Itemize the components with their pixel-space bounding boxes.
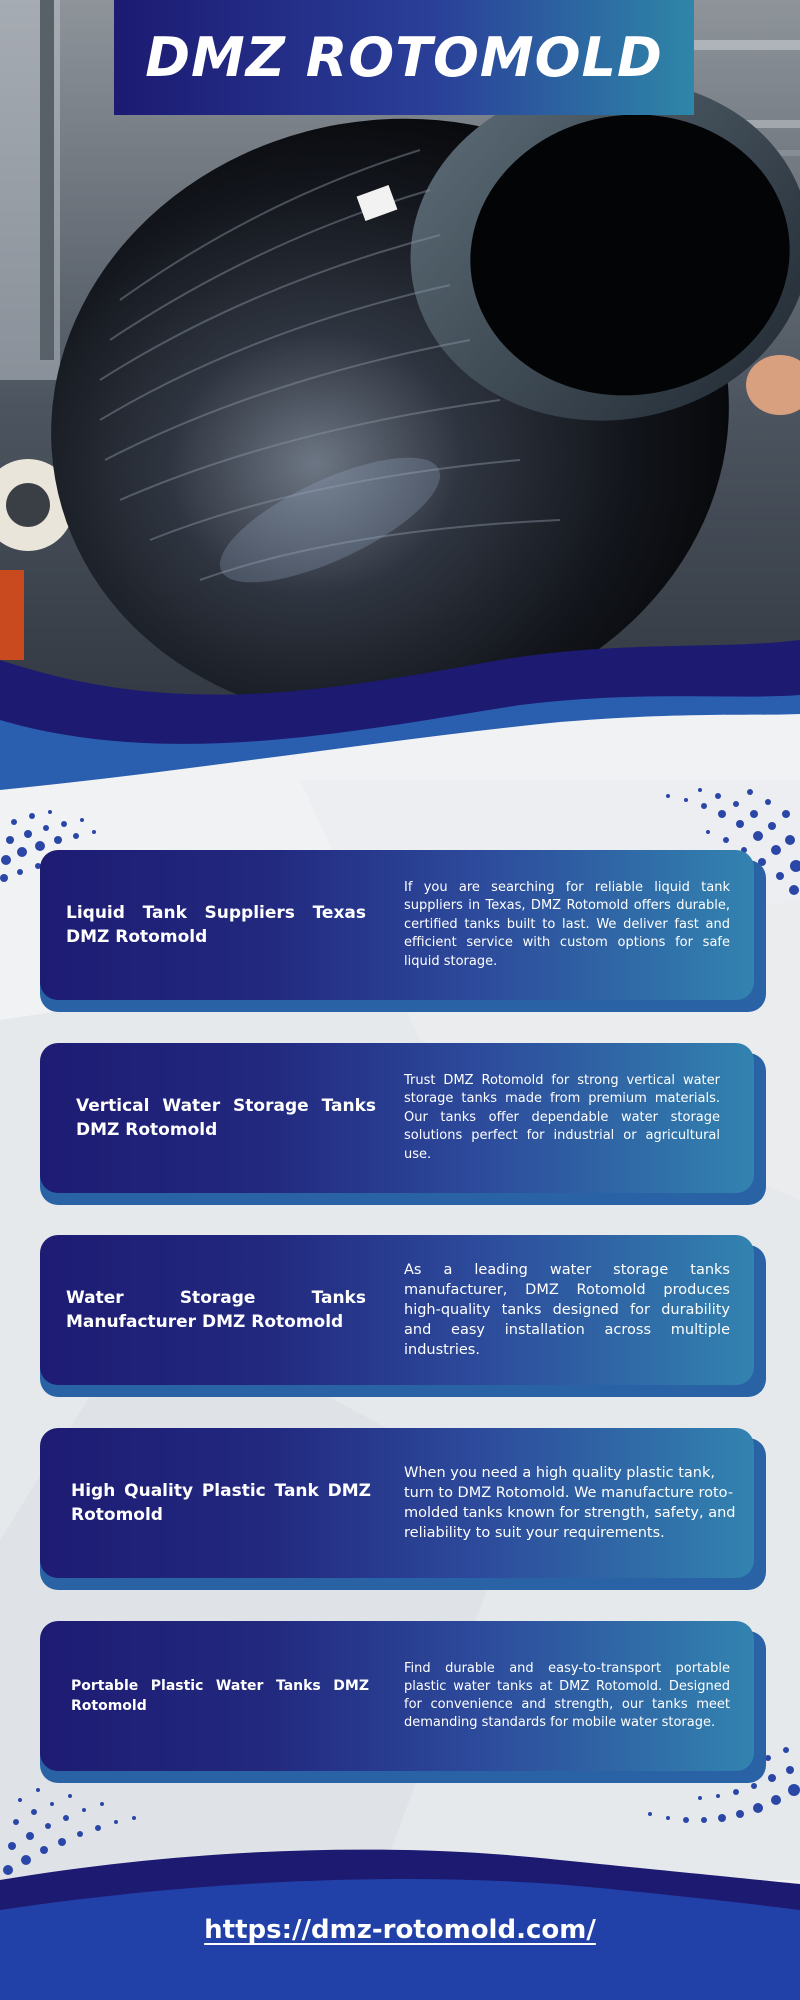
card-body — [40, 1428, 754, 1578]
info-card — [40, 1235, 766, 1397]
card-description: Find durable and easy-to-transport portable plastic water tanks at DMZ Rotomold. Designed for convenience and strength, our tanks meet demanding standards for mobile water storage. — [404, 1661, 730, 1730]
info-card — [40, 1043, 766, 1205]
hero-section — [0, 0, 800, 800]
card-description: If you are searching for reliable liquid tank suppliers in Texas, DMZ Rotomold offers durable, certified tanks built to last. We deliver fast and efficient service with custom options for safe liquid storage. — [404, 879, 730, 969]
card-title: High Quality Plastic Tank DMZ Rotomold — [71, 1481, 371, 1525]
card-description: As a leading water storage tanks manufacturer, DMZ Rotomold produces high-quality tanks designed for durability and easy installation across multiple industries. — [404, 1262, 730, 1358]
card-title: Water Storage Tanks Manufacturer DMZ Rotomold — [66, 1288, 366, 1332]
card-body — [40, 1043, 754, 1193]
card-body — [40, 850, 754, 1000]
website-link[interactable]: https://dmz-rotomold.com/ — [204, 1915, 596, 1945]
hero-tank-photo — [0, 0, 800, 800]
card-title: Portable Plastic Water Tanks DMZ Rotomold — [71, 1678, 369, 1714]
card-body — [40, 1235, 754, 1385]
info-card — [40, 850, 766, 1012]
card-title: Vertical Water Storage Tanks DMZ Rotomold — [76, 1096, 376, 1140]
card-body — [40, 1621, 754, 1771]
card-description: Trust DMZ Rotomold for strong vertical water storage tanks made from premium materials. Our tanks offer dependable water storage solutions perfect for industrial or agricultural use. — [404, 1072, 720, 1162]
brand-title: DMZ ROTOMOLD — [145, 26, 663, 89]
info-card — [40, 1621, 766, 1783]
brand-banner — [114, 0, 694, 115]
card-description: When you need a high quality plastic tank, turn to DMZ Rotomold. We manufacture roto-molded tanks known for strength, safety, and reliability to suit your requirements. — [404, 1465, 736, 1541]
info-card — [40, 1428, 766, 1590]
card-title: Liquid Tank Suppliers Texas DMZ Rotomold — [66, 903, 366, 947]
